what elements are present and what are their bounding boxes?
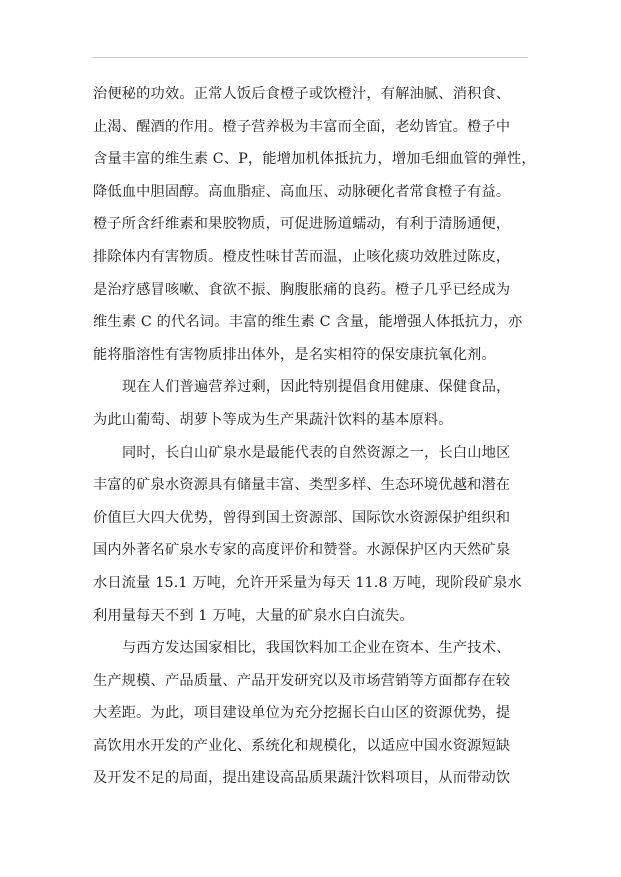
paragraph-1-line-9: 能将脂溶性有害物质排出体外，是名实相符的保安康抗氧化剂。 [93,346,496,363]
paragraph-1-line-8: 维生素 C 的代名词。丰富的维生素 C 含量，能增强人体抵抗力，亦 [93,314,523,331]
paragraph-4-line-3: 大差距。为此，项目建设单位为充分挖掘长白山区的资源优势，提 [93,705,511,722]
paragraph-4-line-4: 高饮用水开发的产业化、系统化和规模化，以适应中国水资源短缺 [93,737,511,754]
paragraph-3-line-4: 国内外著名矿泉水专家的高度评价和赞誉。水源保护区内天然矿泉 [93,542,511,559]
paragraph-3-line-3: 价值巨大四大优势，曾得到国土资源部、国际饮水资源保护组织和 [93,509,511,526]
paragraph-4-line-2: 生产规模、产品质量、产品开发研究以及市场营销等方面都存在较 [93,672,511,689]
paragraph-4-line-5: 及开发不足的局面，提出建设高品质果蔬汁饮料项目，从而带动饮 [93,770,511,787]
document-body [93,78,536,795]
header-rule [92,57,528,58]
paragraph-3-line-6: 利用量每天不到 1 万吨，大量的矿泉水白白流失。 [93,607,414,624]
paragraph-1-line-2: 止渴、醒酒的作用。橙子营养极为丰富而全面，老幼皆宜。橙子中 [93,118,511,135]
paragraph-2-line-1: 现在人们普遍营养过剩，因此特别提倡食用健康、保健食品， [122,379,511,396]
paragraph-1-line-6: 排除体内有害物质。橙皮性味甘苦而温，止咳化痰功效胜过陈皮， [93,248,511,265]
paragraph-2-line-2: 为此山葡萄、胡萝卜等成为生产果蔬汁饮料的基本原料。 [93,411,453,428]
paragraph-1-line-5: 橙子所含纤维素和果胶物质，可促进肠道蠕动，有利于清肠通便， [93,216,511,233]
paragraph-3-line-1: 同时，长白山矿泉水是最能代表的自然资源之一，长白山地区 [122,444,511,461]
paragraph-3-line-5: 水日流量 15.1 万吨，允许开采量为每天 11.8 万吨，现阶段矿泉水 [93,574,522,591]
paragraph-1-line-4: 降低血中胆固醇。高血脂症、高血压、动脉硬化者常食橙子有益。 [93,183,511,200]
paragraph-1-line-3: 含量丰富的维生素 C、P，能增加机体抵抗力，增加毛细血管的弹性， [93,151,536,168]
paragraph-4-line-1: 与西方发达国家相比，我国饮料加工企业在资本、生产技术、 [122,640,511,657]
paragraph-3-line-2: 丰富的矿泉水资源具有储量丰富、类型多样、生态环境优越和潜在 [93,477,511,494]
paragraph-1-line-7: 是治疗感冒咳嗽、食欲不振、胸腹胀痛的良药。橙子几乎已经成为 [93,281,511,298]
paragraph-1-line-1: 治便秘的功效。正常人饭后食橙子或饮橙汁，有解油腻、消积食、 [93,86,511,102]
